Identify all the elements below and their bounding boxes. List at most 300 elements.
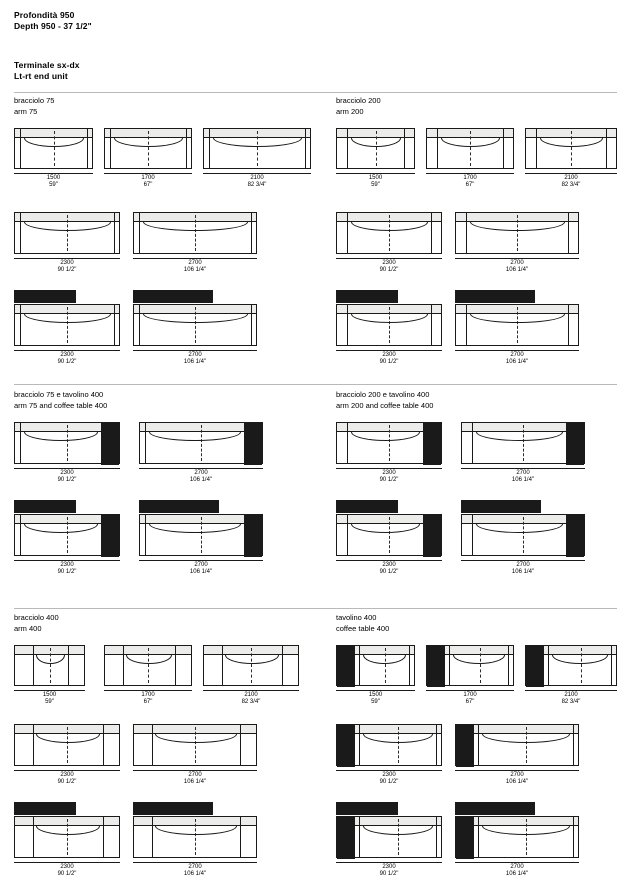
dimension-rule	[133, 350, 257, 351]
arm-line-left	[359, 817, 360, 857]
depth-en: Depth 950 - 37 1/2"	[14, 21, 92, 31]
dimension-mm: 2300	[60, 470, 74, 476]
table-block	[101, 423, 119, 465]
arm-line-left	[33, 817, 34, 857]
arm-line-left	[478, 725, 479, 765]
dimension-inch: 90 1/2"	[379, 779, 399, 785]
dimension-inch: 90 1/2"	[57, 267, 77, 273]
dimension-rule	[336, 770, 442, 771]
arm-line-left	[33, 646, 34, 685]
dimension-inch: 106 1/4"	[505, 779, 529, 785]
sofa-diagram	[139, 500, 263, 556]
center-dash	[385, 648, 386, 683]
dimension-mm: 2700	[188, 260, 202, 266]
dimension-inch: 90 1/2"	[379, 359, 399, 365]
center-dash	[526, 727, 527, 763]
table-block-left	[526, 646, 544, 687]
sofa-body	[133, 816, 257, 858]
sofa-diagram	[203, 128, 311, 169]
cushion-arc	[149, 524, 241, 533]
arm-line-right	[431, 213, 432, 253]
dimension-rule	[203, 690, 299, 691]
dimension-rule	[14, 258, 120, 259]
cushion-arc	[36, 655, 65, 664]
section-label-arm-200-table-it: bracciolo 200 e tavolino 400	[336, 390, 430, 399]
sofa-diagram	[14, 290, 120, 346]
arm-line-right	[436, 817, 437, 857]
dimension-inch: 67"	[465, 182, 475, 188]
dimension-rule	[104, 690, 192, 691]
dimension-mm: 1500	[368, 175, 383, 181]
dimension-rule	[461, 468, 585, 469]
sofa-body	[336, 212, 442, 254]
arm-line-left	[20, 423, 21, 463]
sofa-body	[461, 514, 585, 556]
arm-line-right	[508, 646, 509, 685]
sofa-body	[14, 514, 120, 556]
sofa-body	[455, 304, 579, 346]
dimension-mm: 2300	[382, 352, 396, 358]
dimension-rule	[14, 862, 120, 863]
sofa-body	[203, 128, 311, 169]
dimension-inch: 106 1/4"	[189, 569, 213, 575]
divider-2	[14, 384, 617, 385]
arm-line-left	[466, 213, 467, 253]
section-label-arm-200-table	[336, 390, 433, 411]
section-label-arm-200-it: bracciolo 200	[336, 96, 381, 105]
dimension-mm: 1700	[141, 692, 155, 698]
arm-line-right	[436, 725, 437, 765]
center-dash	[398, 727, 399, 763]
sofa-diagram	[14, 645, 85, 686]
dimension-rule	[455, 770, 579, 771]
dimension-mm: 2700	[510, 352, 524, 358]
dimension-rule	[426, 173, 514, 174]
arm-line-left	[145, 423, 146, 463]
arm-line-right	[573, 725, 574, 765]
table-block	[455, 290, 535, 303]
arm-line-left	[20, 213, 21, 253]
arm-line-right	[611, 646, 612, 685]
sofa-diagram	[426, 645, 514, 686]
dimension-label	[461, 560, 585, 576]
dimension-label	[455, 350, 579, 366]
center-dash	[389, 517, 390, 553]
table-block-left	[456, 817, 474, 859]
arm-line-right	[573, 817, 574, 857]
dimension-inch: 67"	[143, 182, 153, 188]
sofa-body	[133, 304, 257, 346]
cushion-arc	[351, 138, 401, 147]
sofa-body	[336, 816, 442, 858]
center-dash	[526, 819, 527, 855]
sofa-diagram	[203, 645, 299, 686]
dimension-inch: 67"	[143, 699, 153, 705]
dimension-label	[336, 350, 442, 366]
sofa-diagram	[525, 645, 617, 686]
sofa-diagram	[133, 724, 257, 766]
backrest-band	[456, 817, 578, 826]
dimension-mm: 2300	[60, 864, 74, 870]
center-dash	[517, 215, 518, 251]
sofa-body	[455, 724, 579, 766]
sofa-diagram	[14, 212, 120, 254]
cushion-arc	[213, 138, 302, 147]
dimension-inch: 106 1/4"	[183, 267, 207, 273]
table-block	[14, 290, 76, 303]
dimension-mm: 2700	[510, 864, 524, 870]
sofa-diagram	[336, 724, 442, 766]
center-dash	[251, 648, 252, 683]
dimension-label	[133, 350, 257, 366]
sofa-diagram	[426, 128, 514, 169]
sofa-diagram	[133, 290, 257, 346]
cushion-arc	[363, 826, 433, 835]
dimension-mm: 2300	[60, 562, 74, 568]
sofa-diagram	[455, 802, 579, 858]
dimension-label	[14, 173, 93, 189]
sofa-body	[455, 212, 579, 254]
dimension-mm: 2300	[60, 772, 74, 778]
center-dash	[389, 307, 390, 343]
arm-line-right	[409, 646, 410, 685]
sofa-diagram	[336, 422, 442, 464]
dimension-label	[525, 173, 617, 189]
sofa-diagram	[14, 128, 93, 169]
dimension-rule	[455, 350, 579, 351]
dimension-mm: 2100	[564, 175, 578, 181]
dimension-rule	[336, 560, 442, 561]
dimension-rule	[14, 560, 120, 561]
cushion-arc	[24, 524, 98, 533]
dimension-mm: 1500	[46, 175, 61, 181]
sofa-diagram	[104, 645, 192, 686]
table-block-left	[337, 646, 355, 687]
dimension-mm: 2700	[516, 470, 530, 476]
cushion-arc	[36, 734, 100, 743]
arm-line-left	[347, 305, 348, 345]
sofa-body	[14, 304, 120, 346]
center-dash	[67, 215, 68, 251]
dimension-label	[14, 468, 120, 484]
cushion-arc	[24, 138, 84, 147]
arm-line-left	[110, 129, 111, 168]
dimension-rule	[426, 690, 514, 691]
sofa-diagram	[139, 422, 263, 464]
dimension-label	[455, 862, 579, 878]
sofa-body	[14, 816, 120, 858]
sofa-body	[525, 645, 617, 686]
dimension-label	[133, 770, 257, 786]
dimension-rule	[133, 770, 257, 771]
cushion-arc	[363, 655, 406, 664]
dimension-inch: 106 1/4"	[189, 477, 213, 483]
dimension-label	[14, 690, 85, 706]
center-dash	[523, 517, 524, 553]
sofa-diagram	[104, 128, 192, 169]
arm-line-right	[568, 305, 569, 345]
sofa-diagram	[14, 724, 120, 766]
divider-3	[14, 608, 617, 609]
dimension-label	[14, 258, 120, 274]
section-label-coffee-table-400-it: tavolino 400	[336, 613, 377, 622]
table-block-right	[244, 515, 262, 557]
dimension-rule	[336, 690, 415, 691]
cushion-arc	[540, 138, 603, 147]
arm-line-right	[606, 129, 607, 168]
dimension-inch: 59"	[45, 699, 54, 705]
sofa-body	[14, 422, 120, 464]
dimension-label	[525, 690, 617, 706]
dimension-mm: 2700	[510, 772, 524, 778]
section-label-arm-400	[14, 613, 59, 634]
arm-line-right	[87, 129, 88, 168]
dimension-mm: 2700	[188, 864, 202, 870]
dimension-rule	[461, 560, 585, 561]
table-block-top	[133, 802, 213, 815]
section-label-arm-200-table-en: arm 200 and coffee table 400	[336, 400, 434, 410]
dimension-inch: 106 1/4"	[505, 267, 529, 273]
dimension-inch: 90 1/2"	[57, 871, 77, 877]
cushion-arc	[126, 655, 172, 664]
section-label-arm-75-table	[14, 390, 107, 411]
dimension-label	[336, 862, 442, 878]
sofa-diagram	[133, 212, 257, 254]
dimension-rule	[336, 350, 442, 351]
arm-line-right	[68, 646, 69, 685]
dimension-label	[14, 560, 120, 576]
dimension-rule	[14, 690, 85, 691]
sofa-body	[426, 645, 514, 686]
cushion-arc	[482, 734, 570, 743]
dimension-inch: 106 1/4"	[505, 871, 529, 877]
dimension-mm: 2300	[382, 864, 396, 870]
dimension-rule	[336, 258, 442, 259]
dimension-mm: 2700	[510, 260, 524, 266]
cushion-arc	[453, 655, 505, 664]
arm-line-left	[139, 213, 140, 253]
table-block	[244, 423, 262, 465]
dimension-inch: 90 1/2"	[379, 569, 399, 575]
dimension-mm: 2300	[382, 260, 396, 266]
arm-line-right	[251, 213, 252, 253]
sofa-body	[14, 724, 120, 766]
dimension-inch: 106 1/4"	[183, 779, 207, 785]
dimension-rule	[133, 258, 257, 259]
arm-line-left	[466, 305, 467, 345]
dimension-mm: 1700	[463, 175, 477, 181]
dimension-rule	[14, 173, 93, 174]
dimension-rule	[133, 862, 257, 863]
dimension-inch: 82 3/4"	[247, 182, 267, 188]
cushion-arc	[470, 314, 565, 323]
dimension-inch: 90 1/2"	[57, 477, 77, 483]
dimension-rule	[336, 862, 442, 863]
center-dash	[470, 131, 471, 166]
cushion-arc	[351, 524, 420, 533]
arm-line-right	[282, 646, 283, 685]
dimension-label	[14, 350, 120, 366]
arm-line-left	[347, 515, 348, 555]
dimension-label	[336, 560, 442, 576]
sofa-diagram	[455, 724, 579, 766]
table-block-top	[336, 500, 398, 513]
table-block-top	[14, 500, 76, 513]
sofa-body	[455, 816, 579, 858]
arm-line-left	[209, 129, 210, 168]
arm-line-left	[20, 305, 21, 345]
cushion-arc	[24, 314, 111, 323]
cushion-arc	[114, 138, 183, 147]
cushion-arc	[476, 524, 563, 533]
terminal-en: Lt-rt end unit	[14, 71, 68, 81]
sofa-body	[104, 645, 192, 686]
sofa-body	[139, 422, 263, 464]
arm-line-left	[347, 213, 348, 253]
table-block	[133, 290, 213, 303]
dimension-mm: 1700	[463, 692, 477, 698]
dimension-rule	[525, 690, 617, 691]
section-label-arm-75	[14, 96, 54, 117]
cushion-arc	[225, 655, 279, 664]
dimension-mm: 2300	[60, 260, 74, 266]
center-dash	[195, 819, 196, 855]
dimension-label	[139, 468, 263, 484]
dimension-label	[336, 770, 442, 786]
center-dash	[67, 517, 68, 553]
table-block	[336, 290, 398, 303]
arm-line-left	[548, 646, 549, 685]
divider-1	[14, 92, 617, 93]
dimension-label	[426, 173, 514, 189]
table-block-right	[101, 515, 119, 557]
sofa-body	[104, 128, 192, 169]
dimension-rule	[14, 770, 120, 771]
center-dash	[50, 648, 51, 683]
center-dash	[67, 307, 68, 343]
center-dash	[389, 215, 390, 251]
cushion-arc	[149, 432, 241, 441]
sofa-body	[336, 304, 442, 346]
dimension-inch: 90 1/2"	[57, 359, 77, 365]
dimension-label	[336, 690, 415, 706]
sofa-body	[336, 128, 415, 169]
dimension-inch: 82 3/4"	[241, 699, 261, 705]
cushion-arc	[36, 826, 100, 835]
table-block-top	[139, 500, 219, 513]
center-dash	[389, 425, 390, 461]
dimension-mm: 2700	[188, 352, 202, 358]
cushion-arc	[143, 222, 248, 231]
arm-line-left	[359, 646, 360, 685]
arm-line-right	[240, 725, 241, 765]
cushion-arc	[351, 222, 428, 231]
dimension-inch: 90 1/2"	[379, 477, 399, 483]
arm-line-left	[347, 423, 348, 463]
sofa-diagram	[525, 128, 617, 169]
section-label-arm-75-table-it: bracciolo 75 e tavolino 400	[14, 390, 104, 399]
dimension-mm: 1500	[42, 692, 57, 698]
dimension-rule	[14, 350, 120, 351]
dimension-inch: 59"	[371, 182, 380, 188]
arm-line-left	[536, 129, 537, 168]
dimension-rule	[336, 468, 442, 469]
arm-line-right	[114, 213, 115, 253]
dimension-inch: 106 1/4"	[183, 359, 207, 365]
section-label-arm-75-en: arm 75	[14, 106, 38, 116]
dimension-label	[133, 258, 257, 274]
cushion-arc	[351, 314, 428, 323]
sofa-diagram	[14, 500, 120, 556]
arm-line-left	[222, 646, 223, 685]
page-title	[14, 10, 92, 32]
dimension-mm: 2100	[250, 175, 264, 181]
dimension-rule	[203, 173, 311, 174]
backrest-band	[456, 725, 578, 734]
table-block	[423, 423, 441, 465]
center-dash	[195, 215, 196, 251]
arm-line-left	[347, 129, 348, 168]
dimension-mm: 2300	[60, 352, 74, 358]
dimension-inch: 90 1/2"	[57, 569, 77, 575]
center-dash	[398, 819, 399, 855]
dimension-label	[14, 862, 120, 878]
sofa-diagram	[14, 802, 120, 858]
dimension-inch: 82 3/4"	[561, 182, 581, 188]
sofa-diagram	[455, 212, 579, 254]
dimension-rule	[455, 862, 579, 863]
sofa-diagram	[14, 422, 120, 464]
dimension-label	[104, 690, 192, 706]
table-block-right	[566, 515, 584, 557]
arm-line-left	[152, 817, 153, 857]
dimension-mm: 2300	[382, 470, 396, 476]
sofa-diagram	[336, 290, 442, 346]
table-block-left	[456, 725, 474, 767]
center-dash	[257, 131, 258, 166]
sofa-diagram	[455, 290, 579, 346]
dimension-label	[461, 468, 585, 484]
dimension-rule	[139, 560, 263, 561]
section-label-arm-200	[336, 96, 381, 117]
table-block-top	[461, 500, 541, 513]
center-dash	[201, 425, 202, 461]
sofa-body	[426, 128, 514, 169]
sofa-diagram	[336, 128, 415, 169]
arm-line-left	[20, 129, 21, 168]
cushion-arc	[143, 314, 248, 323]
arm-line-right	[404, 129, 405, 168]
sofa-diagram	[336, 212, 442, 254]
terminal-it: Terminale sx-dx	[14, 60, 80, 70]
sofa-body	[139, 514, 263, 556]
dimension-label	[104, 173, 192, 189]
dimension-inch: 59"	[371, 699, 380, 705]
table-block-right	[423, 515, 441, 557]
sofa-diagram	[336, 802, 442, 858]
dimension-inch: 59"	[49, 182, 58, 188]
sofa-body	[14, 212, 120, 254]
dimension-mm: 2700	[194, 562, 208, 568]
center-dash	[201, 517, 202, 553]
sofa-body	[336, 645, 415, 686]
table-block-left	[337, 817, 355, 859]
arm-line-left	[359, 725, 360, 765]
arm-line-left	[20, 515, 21, 555]
center-dash	[67, 727, 68, 763]
arm-line-left	[145, 515, 146, 555]
dimension-mm: 2100	[564, 692, 578, 698]
